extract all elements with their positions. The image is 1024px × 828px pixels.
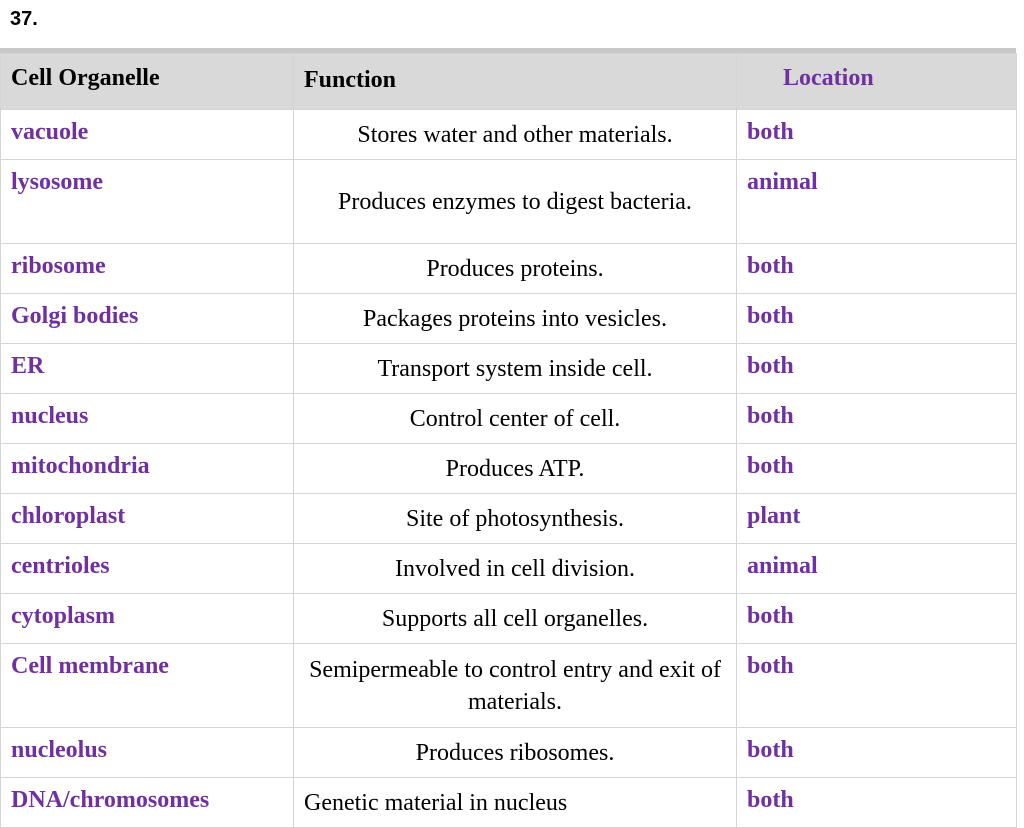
location-cell: plant bbox=[737, 494, 1017, 544]
table-row bbox=[1, 244, 1017, 294]
table-row bbox=[1, 294, 1017, 344]
location-cell: both bbox=[737, 244, 1017, 294]
slide-number: 37. bbox=[10, 8, 38, 30]
organelle-cell: mitochondria bbox=[1, 444, 294, 494]
function-cell: Semipermeable to control entry and exit of materials. bbox=[294, 644, 737, 728]
table-row bbox=[1, 644, 1017, 728]
location-cell: animal bbox=[737, 544, 1017, 594]
function-cell: Produces ribosomes. bbox=[294, 728, 737, 778]
header-cell-function: Function bbox=[294, 54, 737, 110]
organelle-cell: Cell membrane bbox=[1, 644, 294, 728]
organelle-cell: lysosome bbox=[1, 160, 294, 244]
location-cell: both bbox=[737, 778, 1017, 828]
function-cell: Genetic material in nucleus bbox=[294, 778, 737, 828]
function-cell: Packages proteins into vesicles. bbox=[294, 294, 737, 344]
organelle-cell: Golgi bodies bbox=[1, 294, 294, 344]
organelle-cell: nucleus bbox=[1, 394, 294, 444]
organelle-cell: ER bbox=[1, 344, 294, 394]
function-cell: Produces enzymes to digest bacteria. bbox=[294, 160, 737, 244]
table-row bbox=[1, 494, 1017, 544]
organelle-cell: ribosome bbox=[1, 244, 294, 294]
header-cell-organelle: Cell Organelle bbox=[1, 54, 294, 110]
function-cell: Produces proteins. bbox=[294, 244, 737, 294]
location-cell: both bbox=[737, 394, 1017, 444]
location-cell: both bbox=[737, 344, 1017, 394]
organelle-cell: chloroplast bbox=[1, 494, 294, 544]
table-row bbox=[1, 444, 1017, 494]
table-row bbox=[1, 160, 1017, 244]
function-cell: Transport system inside cell. bbox=[294, 344, 737, 394]
table-header-row bbox=[1, 54, 1017, 110]
table-row bbox=[1, 544, 1017, 594]
location-cell: both bbox=[737, 294, 1017, 344]
function-cell: Site of photosynthesis. bbox=[294, 494, 737, 544]
location-cell: both bbox=[737, 444, 1017, 494]
function-cell: Involved in cell division. bbox=[294, 544, 737, 594]
table-row bbox=[1, 778, 1017, 828]
location-cell: animal bbox=[737, 160, 1017, 244]
organelle-table bbox=[0, 53, 1017, 828]
table-row bbox=[1, 344, 1017, 394]
table-row bbox=[1, 394, 1017, 444]
organelle-table-container bbox=[0, 48, 1016, 828]
location-cell: both bbox=[737, 110, 1017, 160]
organelle-cell: centrioles bbox=[1, 544, 294, 594]
function-cell: Stores water and other materials. bbox=[294, 110, 737, 160]
organelle-cell: DNA/chromosomes bbox=[1, 778, 294, 828]
table-row bbox=[1, 594, 1017, 644]
organelle-cell: vacuole bbox=[1, 110, 294, 160]
table-row bbox=[1, 110, 1017, 160]
header-cell-location: Location bbox=[737, 54, 1017, 110]
organelle-cell: nucleolus bbox=[1, 728, 294, 778]
location-cell: both bbox=[737, 594, 1017, 644]
function-cell: Supports all cell organelles. bbox=[294, 594, 737, 644]
location-cell: both bbox=[737, 728, 1017, 778]
table-row bbox=[1, 728, 1017, 778]
organelle-cell: cytoplasm bbox=[1, 594, 294, 644]
function-cell: Control center of cell. bbox=[294, 394, 737, 444]
location-cell: both bbox=[737, 644, 1017, 728]
function-cell: Produces ATP. bbox=[294, 444, 737, 494]
